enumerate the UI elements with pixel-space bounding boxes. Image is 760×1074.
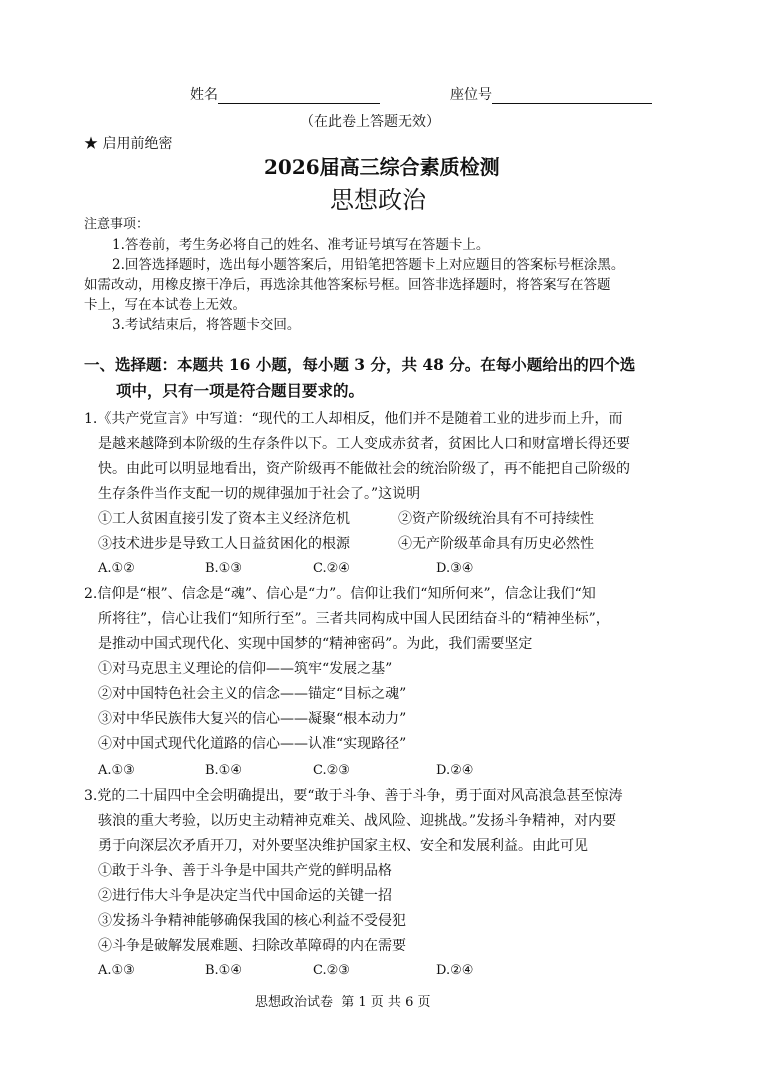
section-heading-cont: 项中，只有一项是符合题目要求的。 <box>116 381 365 400</box>
name-field <box>190 86 380 104</box>
question-stem: 3.党的二十届四中全会明确提出，要“敢于斗争、善于斗争，勇于面对风高浪急甚至惊涛 <box>84 788 623 804</box>
instructions-heading: 注意事项： <box>84 217 150 232</box>
option-a: A.①③ <box>98 763 135 778</box>
question-stem: 骇浪的重大考验，以历史主动精神克难关、战风险、迎挑战。”发扬斗争精神，对内要 <box>98 813 617 829</box>
option-d: D.②④ <box>436 963 474 978</box>
seat-field <box>450 86 652 104</box>
option-d: D.②④ <box>436 763 474 778</box>
seat-label: 座位号 <box>450 87 492 103</box>
option-c: C.②④ <box>313 561 350 576</box>
statement: ④无产阶级革命具有历史必然性 <box>398 536 594 552</box>
subject-title: 思想政治 <box>330 186 426 214</box>
question-stem: 勇于向深层次矛盾开刀，对外要坚决维护国家主权、安全和发展利益。由此可见 <box>98 838 588 854</box>
instruction-line: 3.考试结束后，将答题卡交回。 <box>112 317 301 333</box>
section-heading: 一、选择题：本题共 16 小题，每小题 3 分，共 48 分。在每小题给出的四个选 <box>84 355 636 374</box>
question-stem: 是越来越降到本阶级的生存条件以下。工人变成赤贫者，贫困比人口和财富增长得还要 <box>98 436 630 452</box>
invalid-notice: （在此卷上答题无效） <box>300 114 440 130</box>
instruction-line: 1.答卷前，考生务必将自己的姓名、准考证号填写在答题卡上。 <box>112 237 490 253</box>
option-c: C.②③ <box>313 963 350 978</box>
option-b: B.①④ <box>205 963 242 978</box>
statement: ③技术进步是导致工人日益贫困化的根源 <box>98 536 350 552</box>
instruction-line: 卡上，写在本试卷上无效。 <box>84 297 246 313</box>
question-stem: 1.《共产党宣言》中写道：“现代的工人却相反，他们并不是随着工业的进步而上升，而 <box>84 411 623 427</box>
question-stem: 所将往”，信心让我们“知所行至”。三者共同构成中国人民团结奋斗的“精神坐标”， <box>98 611 610 627</box>
statement: ②对中国特色社会主义的信念——锚定“目标之魂” <box>98 686 407 702</box>
option-a: A.①② <box>98 561 135 576</box>
option-a: A.①③ <box>98 963 135 978</box>
option-b: B.①④ <box>205 763 242 778</box>
page-footer: 思想政治试卷 第 1 页 共 6 页 <box>255 995 431 1010</box>
seat-blank <box>492 89 652 104</box>
question-stem: 2.信仰是“根”、信念是“魂”、信心是“力”。信仰让我们“知所何来”，信念让我们“知 <box>84 586 596 602</box>
name-blank <box>218 89 380 104</box>
statement: ①敢于斗争、善于斗争是中国共产党的鲜明品格 <box>98 863 392 879</box>
statement: ③对中华民族伟大复兴的信心——凝聚“根本动力” <box>98 711 407 727</box>
instruction-line: 如需改动，用橡皮擦干净后，再选涂其他答案标号框。回答非选择题时，将答案写在答题 <box>84 277 611 293</box>
question-stem: 快。由此可以明显地看出，资产阶级再不能做社会的统治阶级了，再不能把自己阶级的 <box>98 461 630 477</box>
question-stem: 生存条件当作支配一切的规律强加于社会了。”这说明 <box>98 486 421 502</box>
exam-title: 2026届高三综合素质检测 <box>264 155 500 179</box>
secret-mark: ★ 启用前绝密 <box>84 136 173 152</box>
option-d: D.③④ <box>436 561 474 576</box>
statement: ①工人贫困直接引发了资本主义经济危机 <box>98 511 350 527</box>
option-b: B.①③ <box>205 561 242 576</box>
option-c: C.②③ <box>313 763 350 778</box>
statement: ②资产阶级统治具有不可持续性 <box>398 511 594 527</box>
question-stem: 是推动中国式现代化、实现中国梦的“精神密码”。为此，我们需要坚定 <box>98 636 533 652</box>
statement: ②进行伟大斗争是决定当代中国命运的关键一招 <box>98 888 392 904</box>
instruction-line: 2.回答选择题时，选出每小题答案后，用铅笔把答题卡上对应题目的答案标号框涂黑。 <box>112 257 625 273</box>
statement: ④对中国式现代化道路的信心——认准“实现路径” <box>98 736 407 752</box>
statement: ③发扬斗争精神能够确保我国的核心利益不受侵犯 <box>98 913 406 929</box>
statement: ④斗争是破解发展难题、扫除改革障碍的内在需要 <box>98 938 406 954</box>
name-label: 姓名 <box>190 87 218 103</box>
statement: ①对马克思主义理论的信仰——筑牢“发展之基” <box>98 661 393 677</box>
